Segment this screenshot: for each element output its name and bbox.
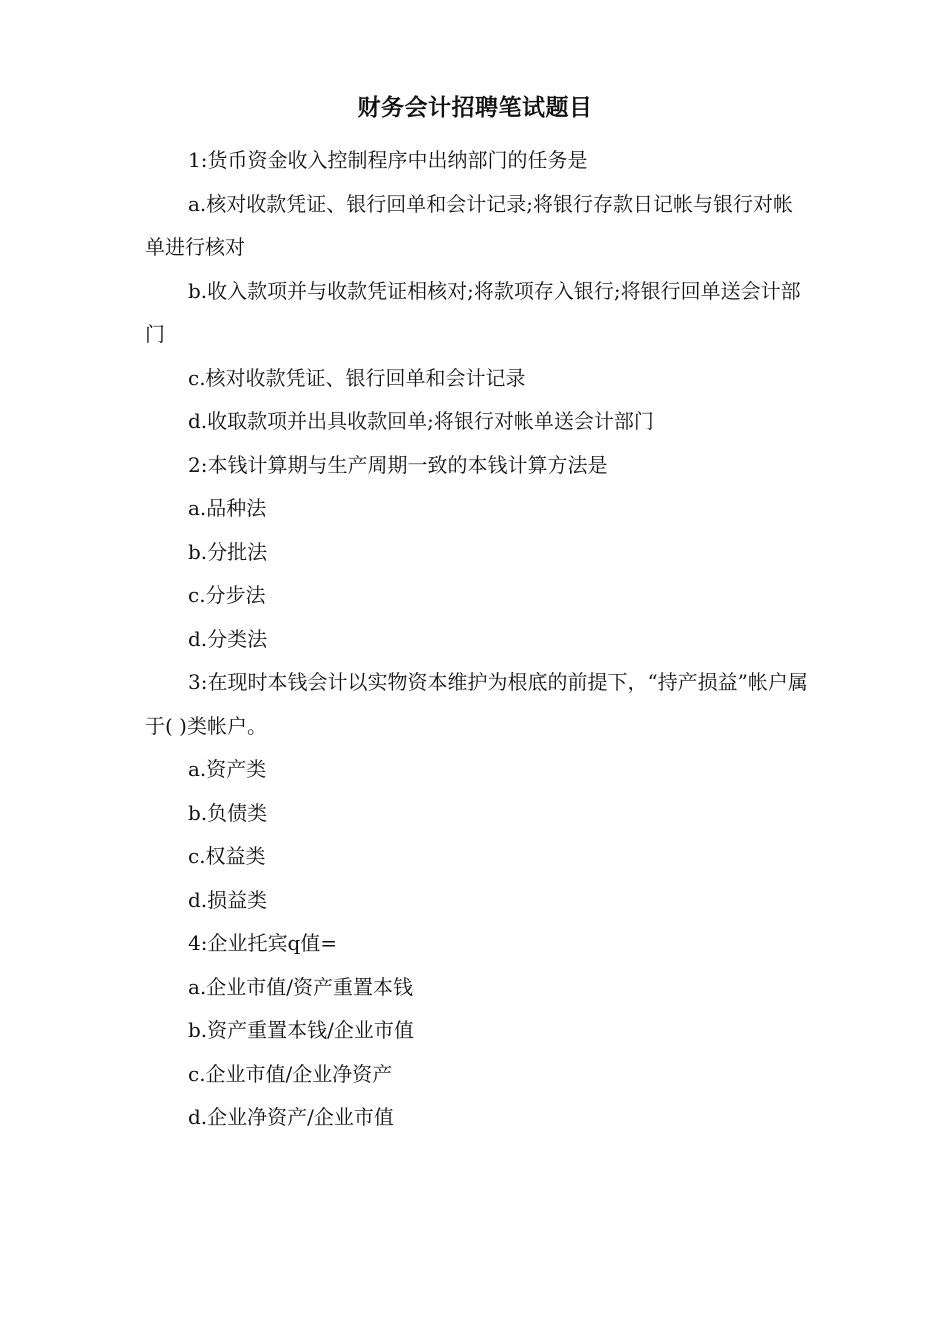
question-4-option-a: a.企业市值/资产重置本钱 [188, 974, 414, 999]
question-2-option-a: a.品种法 [188, 496, 267, 520]
question-4: 4:企业托宾q值= [188, 931, 338, 955]
question-1-option-a: a.核对收款凭证、银行回单和会计记录;将银行存款日记帐与银行对帐单进行核对 [145, 191, 794, 259]
document-title: 财务会计招聘笔试题目 [357, 94, 593, 121]
question-4-option-d: d.企业净资产/企业市值 [188, 1105, 394, 1129]
question-1: 1:货币资金收入控制程序中出纳部门的任务是 [188, 148, 588, 172]
question-4-option-c: c.企业市值/企业净资产 [188, 1061, 393, 1086]
question-3-option-b: b.负债类 [188, 800, 268, 825]
question-3: 3:在现时本钱会计以实物资本维护为根底的前提下，“持产损益”帐户属于( )类帐户。 [145, 670, 808, 738]
question-3-option-a: a.资产类 [188, 757, 267, 781]
question-3-option-c: c.权益类 [188, 844, 266, 868]
question-1-option-d: d.收取款项并出具收款回单;将银行对帐单送会计部门 [188, 409, 654, 433]
document-body [145, 139, 810, 1140]
question-2-option-d: d.分类法 [188, 626, 268, 651]
question-2-option-c: c.分步法 [188, 583, 266, 607]
question-1-option-c: c.核对收款凭证、银行回单和会计记录 [188, 365, 526, 390]
question-2-option-b: b.分批法 [188, 539, 268, 564]
question-3-option-d: d.损益类 [188, 887, 268, 912]
question-4-option-b: b.资产重置本钱/企业市值 [188, 1018, 414, 1042]
question-2: 2:本钱计算期与生产周期一致的本钱计算方法是 [188, 452, 608, 477]
question-1-option-b: b.收入款项并与收款凭证相核对;将款项存入银行;将银行回单送会计部门 [145, 278, 801, 346]
